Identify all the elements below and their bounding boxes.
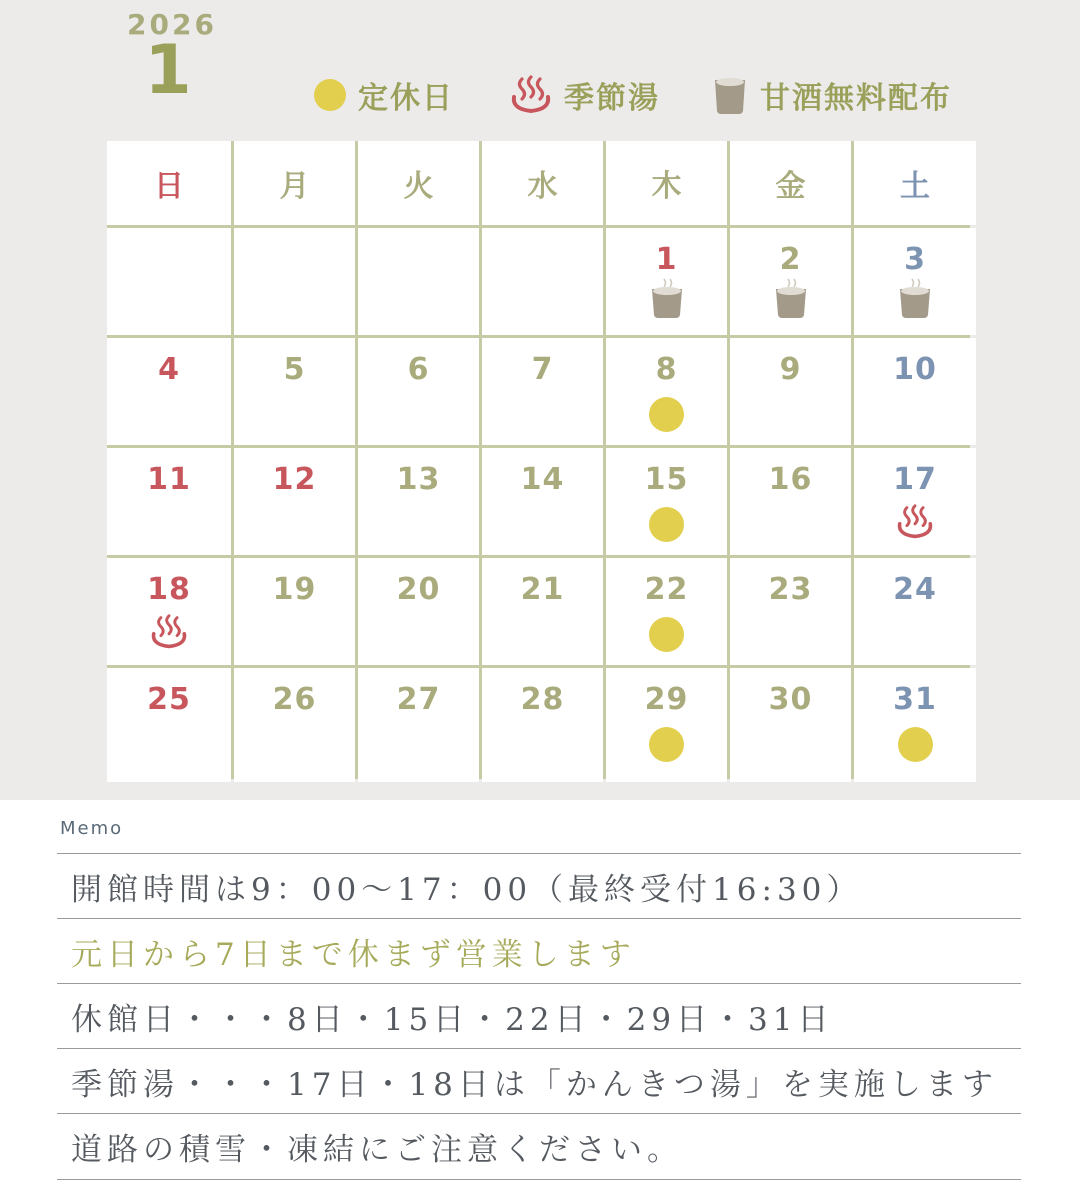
day-cell-17	[854, 448, 976, 555]
day-number: 3	[904, 242, 926, 277]
day-cell-27	[358, 668, 479, 782]
day-number: 7	[531, 352, 554, 387]
day-number: 5	[283, 352, 306, 387]
day-number: 31	[893, 682, 937, 717]
day-number: 27	[396, 682, 441, 717]
day-number: 17	[893, 462, 937, 497]
day-number: 16	[768, 462, 813, 497]
day-number: 1	[655, 242, 678, 277]
hot-spring-icon	[150, 614, 188, 654]
day-cell-13	[358, 448, 479, 555]
day-number: 9	[779, 352, 802, 387]
day-cell-31	[854, 668, 976, 782]
day-number: 26	[272, 682, 317, 717]
month-number: 1	[144, 31, 192, 110]
day-cell-2	[730, 228, 851, 335]
weekday-header-fri: 金	[730, 141, 851, 225]
weekday-header-thu: 木	[606, 141, 727, 225]
day-cell-6	[358, 338, 479, 445]
dot-icon	[314, 79, 346, 111]
day-number: 19	[272, 572, 317, 607]
day-cell-1	[606, 228, 727, 335]
day-cell-10	[854, 338, 976, 445]
cup-icon	[712, 75, 748, 115]
legend-amazake	[712, 72, 952, 118]
cup-icon	[774, 278, 808, 322]
day-number: 8	[655, 352, 678, 387]
day-cell-4	[107, 338, 231, 445]
legend-seasonal-bath	[510, 72, 660, 118]
closed-day-dot-icon	[649, 727, 684, 762]
day-number: 2	[779, 242, 802, 277]
day-cell-16	[730, 448, 851, 555]
day-number: 18	[147, 572, 191, 607]
closed-day-dot-icon	[649, 397, 684, 432]
calendar-grid	[107, 141, 970, 779]
day-number: 11	[147, 462, 191, 497]
empty-day-cell	[234, 228, 355, 335]
day-number: 23	[768, 572, 813, 607]
day-number: 14	[520, 462, 565, 497]
day-cell-3	[854, 228, 976, 335]
memo-title: Memo	[60, 818, 124, 839]
memo-line-closed-days: 休館日・・・8日・15日・22日・29日・31日	[57, 983, 1021, 1048]
day-number: 30	[768, 682, 813, 717]
legend-label: 甘酒無料配布	[760, 81, 952, 116]
day-cell-19	[234, 558, 355, 665]
day-number: 10	[893, 352, 937, 387]
day-number: 24	[893, 572, 937, 607]
day-number: 12	[272, 462, 317, 497]
cup-icon	[650, 278, 684, 322]
weekday-header-mon: 月	[234, 141, 355, 225]
day-number: 25	[147, 682, 191, 717]
day-cell-25	[107, 668, 231, 782]
day-cell-9	[730, 338, 851, 445]
closed-day-dot-icon	[649, 617, 684, 652]
cup-icon	[898, 278, 932, 322]
day-number: 22	[644, 572, 689, 607]
day-cell-20	[358, 558, 479, 665]
day-number: 13	[396, 462, 441, 497]
day-cell-5	[234, 338, 355, 445]
day-cell-8	[606, 338, 727, 445]
day-cell-18	[107, 558, 231, 665]
day-cell-23	[730, 558, 851, 665]
day-number: 21	[520, 572, 565, 607]
hot-spring-icon	[896, 504, 934, 544]
day-cell-22	[606, 558, 727, 665]
day-number: 15	[644, 462, 689, 497]
day-cell-28	[482, 668, 603, 782]
empty-day-cell	[358, 228, 479, 335]
memo-line-road-warning: 道路の積雪・凍結にご注意ください。	[57, 1113, 1021, 1180]
weekday-header-sun: 日	[107, 141, 231, 225]
memo-list	[57, 853, 1021, 1180]
weekday-header-tue: 火	[358, 141, 479, 225]
weekday-header-wed: 水	[482, 141, 603, 225]
memo-line-new-year: 元日から7日まで休まず営業します	[57, 918, 1021, 983]
day-cell-12	[234, 448, 355, 555]
day-number: 20	[396, 572, 441, 607]
day-cell-29	[606, 668, 727, 782]
hot-spring-icon	[510, 75, 552, 115]
day-cell-7	[482, 338, 603, 445]
legend-closed-day	[314, 72, 454, 118]
closed-day-dot-icon	[898, 727, 933, 762]
memo-line-seasonal-bath: 季節湯・・・17日・18日は「かんきつ湯」を実施します	[57, 1048, 1021, 1113]
day-number: 28	[520, 682, 565, 717]
legend-label: 季節湯	[564, 81, 660, 116]
legend-label: 定休日	[358, 81, 454, 116]
empty-day-cell	[107, 228, 231, 335]
day-number: 6	[407, 352, 430, 387]
memo-line-hours: 開館時間は9：00〜17：00（最終受付16:30）	[57, 853, 1021, 918]
day-cell-11	[107, 448, 231, 555]
weekday-header-sat: 土	[854, 141, 976, 225]
empty-day-cell	[482, 228, 603, 335]
closed-day-dot-icon	[649, 507, 684, 542]
day-number: 4	[158, 352, 180, 387]
day-cell-26	[234, 668, 355, 782]
day-cell-21	[482, 558, 603, 665]
day-cell-14	[482, 448, 603, 555]
day-number: 29	[644, 682, 689, 717]
year-label: 2026	[127, 8, 217, 41]
day-cell-15	[606, 448, 727, 555]
day-cell-30	[730, 668, 851, 782]
day-cell-24	[854, 558, 976, 665]
